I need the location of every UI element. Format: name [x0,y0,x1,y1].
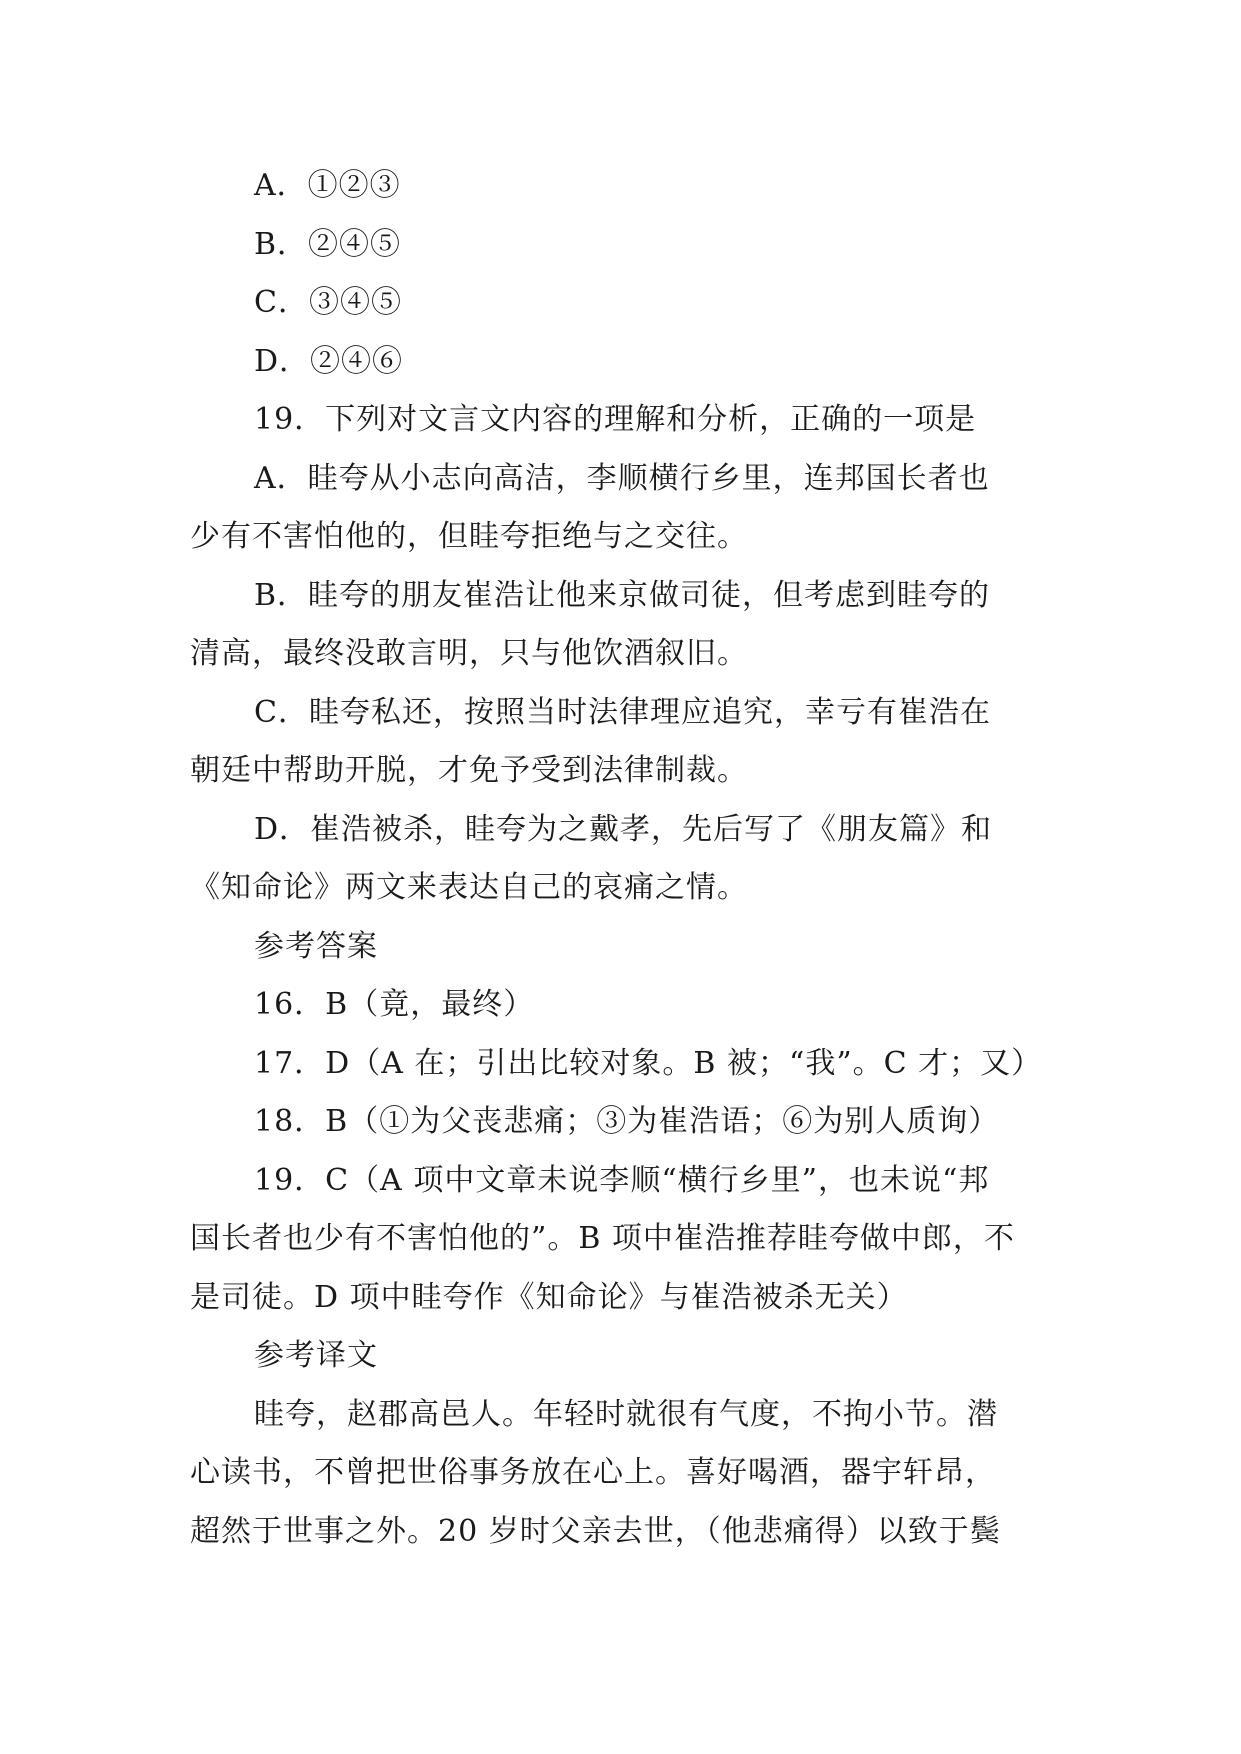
text-line: 是司徒。D 项中眭夸作《知命论》与崔浩被杀无关） [190,1279,908,1315]
text-line: 17．D（A 在；引出比较对象。B 被；“我”。C 才；又） [254,1045,1043,1081]
text-line: 参考译文 [254,1338,378,1373]
text-line: 少有不害怕他的，但眭夸拒绝与之交往。 [190,519,748,554]
text-line: D．崔浩被杀，眭夸为之戴孝，先后写了《朋友篇》和 [254,811,993,847]
text-line: 16．B（竟，最终） [254,987,535,1022]
text-line: C．眭夸私还，按照当时法律理应追究，幸亏有崔浩在 [254,694,991,730]
text-line: 18．B（①为父丧悲痛；③为崔浩语；⑥为别人质询） [254,1104,1000,1139]
text-line: 眭夸，赵郡高邑人。年轻时就很有气度，不拘小节。潜 [254,1396,998,1432]
text-line: 国长者也少有不害怕他的”。B 项中崔浩推荐眭夸做中郎，不 [190,1221,1015,1256]
text-line: 超然于世事之外。20 岁时父亲去世，（他悲痛得）以致于鬓 [190,1513,1001,1549]
text-line: 参考答案 [254,928,378,964]
text-line: D．②④⑥ [254,343,404,379]
text-line: A．①②③ [254,168,401,203]
text-line: 心读书，不曾把世俗事务放在心上。喜好喝酒，器宇轩昂， [190,1455,996,1490]
text-line: 清高，最终没敢言明，只与他饮酒叙旧。 [190,636,748,671]
text-line: B．眭夸的朋友崔浩让他来京做司徒，但考虑到眭夸的 [254,577,991,613]
text-line: C．③④⑤ [254,285,402,320]
text-line: 《知命论》两文来表达自己的哀痛之情。 [190,870,748,905]
text-line: 19．C（A 项中文章未说李顺“横行乡里”，也未说“邦 [254,1162,990,1198]
text-line: 19．下列对文言文内容的理解和分析，正确的一项是 [254,402,977,437]
text-line: A．眭夸从小志向高洁，李顺横行乡里，连邦国长者也 [254,460,990,496]
document-body [190,157,1052,1561]
text-line: B．②④⑤ [254,226,402,262]
text-line: 朝廷中帮助开脱，才免予受到法律制裁。 [190,753,748,788]
